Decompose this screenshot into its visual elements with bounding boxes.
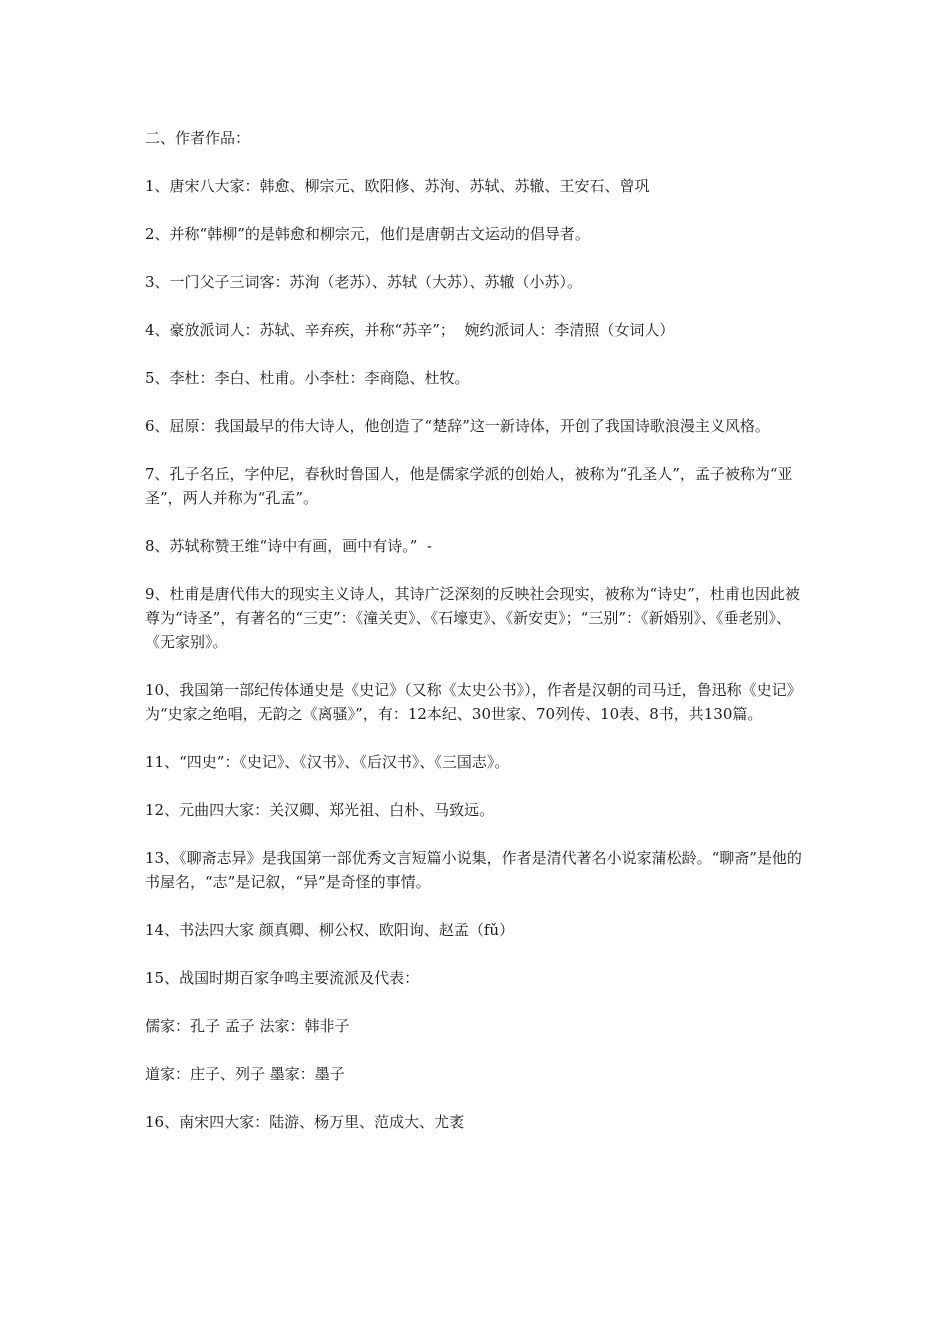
paragraph-11: 11、“四史”：《史记》、《汉书》、《后汉书》、《三国志》。 <box>145 753 510 771</box>
paragraph-6: 6、屈原：我国最早的伟大诗人，他创造了“楚辞”这一新诗体，开创了我国诗歌浪漫主义风格。 <box>145 417 770 435</box>
paragraph-2: 2、并称“韩柳”的是韩愈和柳宗元，他们是唐朝古文运动的倡导者。 <box>145 225 590 243</box>
paragraph-4: 4、豪放派词人：苏轼、辛弃疾，并称“苏辛”； 婉约派词人：李清照（女词人） <box>145 321 675 339</box>
paragraph-14: 14、书法四大家 颜真卿、柳公权、欧阳询、赵孟（fǔ） <box>145 921 515 939</box>
paragraph-13: 13、《聊斋志异》是我国第一部优秀文言短篇小说集，作者是清代著名小说家蒲松龄。“聊斋”是他的书屋名，“志”是记叙，“异”是奇怪的事情。 <box>145 849 802 891</box>
paragraph-5: 5、李杜：李白、杜甫。小李杜：李商隐、杜牧。 <box>145 369 470 387</box>
paragraph-3: 3、一门父子三词客：苏洵（老苏）、苏轼（大苏）、苏辙（小苏）。 <box>145 273 583 291</box>
section-heading: 二、作者作品： <box>145 129 251 147</box>
paragraph-15-daoist-mohist: 道家：庄子、列子 墨家：墨子 <box>145 1065 345 1083</box>
paragraph-1: 1、唐宋八大家：韩愈、柳宗元、欧阳修、苏洵、苏轼、苏辙、王安石、曾巩 <box>145 177 650 195</box>
paragraph-16: 16、南宋四大家：陆游、杨万里、范成大、尤袤 <box>145 1113 465 1131</box>
paragraph-10: 10、我国第一部纪传体通史是《史记》（又称《太史公书》），作者是汉朝的司马迁，鲁迅称《史记》为“史家之绝唱，无韵之《离骚》”，有：12本纪、30世家、70列传、10表、8书，共130篇。 <box>145 681 802 723</box>
paragraph-15: 15、战国时期百家争鸣主要流派及代表： <box>145 969 420 987</box>
paragraph-7: 7、孔子名丘，字仲尼，春秋时鲁国人，他是儒家学派的创始人，被称为“孔圣人”，孟子被称为“亚圣”，两人并称为“孔孟”。 <box>145 465 793 507</box>
paragraph-9: 9、杜甫是唐代伟大的现实主义诗人，其诗广泛深刻的反映社会现实，被称为“诗史”，杜甫也因此被尊为“诗圣”，有著名的“三吏”：《潼关吏》、《石壕吏》、《新安吏》；“三别”：《新婚别》、《垂老别》、《无家别》。 <box>145 585 800 651</box>
paragraph-15-confucian-legalist: 儒家：孔子 孟子 法家：韩非子 <box>145 1017 350 1035</box>
document-body <box>145 126 810 1158</box>
paragraph-12: 12、元曲四大家：关汉卿、郑光祖、白朴、马致远。 <box>145 801 495 819</box>
paragraph-8: 8、苏轼称赞王维“诗中有画，画中有诗。” - <box>145 537 432 555</box>
